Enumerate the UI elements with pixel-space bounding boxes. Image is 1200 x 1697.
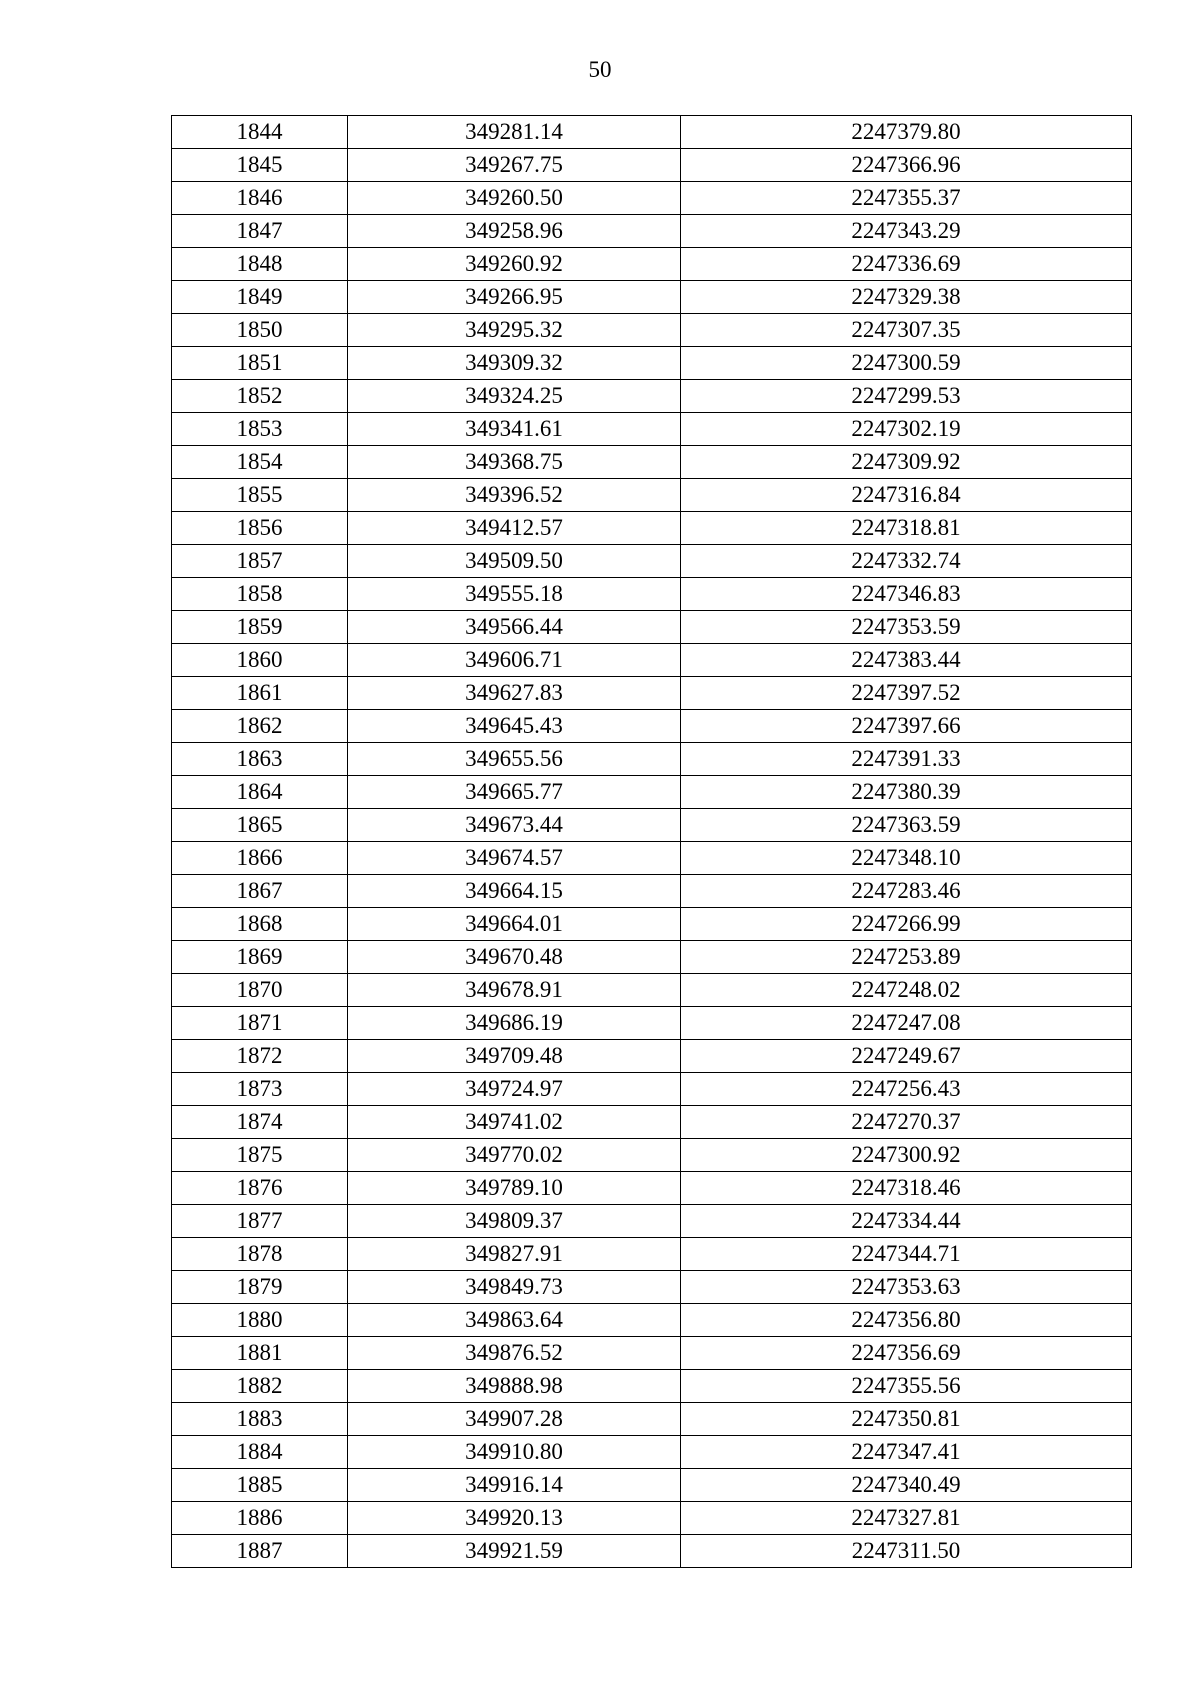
- y-coordinate-cell: 2247249.67: [681, 1040, 1132, 1073]
- point-number-cell: 1862: [172, 710, 348, 743]
- y-coordinate-cell: 2247383.44: [681, 644, 1132, 677]
- point-number-cell: 1851: [172, 347, 348, 380]
- y-coordinate-cell: 2247366.96: [681, 149, 1132, 182]
- x-coordinate-cell: 349827.91: [348, 1238, 681, 1271]
- table-row: [172, 545, 1132, 578]
- y-coordinate-cell: 2247327.81: [681, 1502, 1132, 1535]
- y-coordinate-cell: 2247270.37: [681, 1106, 1132, 1139]
- x-coordinate-cell: 349724.97: [348, 1073, 681, 1106]
- table-row: [172, 941, 1132, 974]
- table-row: [172, 1007, 1132, 1040]
- table-row: [172, 380, 1132, 413]
- x-coordinate-cell: 349920.13: [348, 1502, 681, 1535]
- page-number: 50: [588, 57, 612, 82]
- point-number-cell: 1867: [172, 875, 348, 908]
- coordinate-table: [171, 115, 1132, 1568]
- table-row: [172, 512, 1132, 545]
- y-coordinate-cell: 2247300.92: [681, 1139, 1132, 1172]
- table-row: [172, 974, 1132, 1007]
- x-coordinate-cell: 349555.18: [348, 578, 681, 611]
- table-row: [172, 1436, 1132, 1469]
- y-coordinate-cell: 2247397.66: [681, 710, 1132, 743]
- table-row: [172, 875, 1132, 908]
- y-coordinate-cell: 2247300.59: [681, 347, 1132, 380]
- table-row: [172, 842, 1132, 875]
- table-row: [172, 644, 1132, 677]
- point-number-cell: 1857: [172, 545, 348, 578]
- y-coordinate-cell: 2247307.35: [681, 314, 1132, 347]
- table-row: [172, 776, 1132, 809]
- x-coordinate-cell: 349295.32: [348, 314, 681, 347]
- x-coordinate-cell: 349670.48: [348, 941, 681, 974]
- y-coordinate-cell: 2247397.52: [681, 677, 1132, 710]
- table-row: [172, 1370, 1132, 1403]
- x-coordinate-cell: 349627.83: [348, 677, 681, 710]
- point-number-cell: 1866: [172, 842, 348, 875]
- x-coordinate-cell: 349849.73: [348, 1271, 681, 1304]
- y-coordinate-cell: 2247318.46: [681, 1172, 1132, 1205]
- point-number-cell: 1860: [172, 644, 348, 677]
- table-row: [172, 1403, 1132, 1436]
- x-coordinate-cell: 349741.02: [348, 1106, 681, 1139]
- table-row: [172, 1172, 1132, 1205]
- table-row: [172, 182, 1132, 215]
- y-coordinate-cell: 2247248.02: [681, 974, 1132, 1007]
- table-row: [172, 1304, 1132, 1337]
- x-coordinate-cell: 349888.98: [348, 1370, 681, 1403]
- y-coordinate-cell: 2247299.53: [681, 380, 1132, 413]
- table-row: [172, 446, 1132, 479]
- table-row: [172, 611, 1132, 644]
- x-coordinate-cell: 349266.95: [348, 281, 681, 314]
- table-row: [172, 677, 1132, 710]
- point-number-cell: 1853: [172, 413, 348, 446]
- point-number-cell: 1882: [172, 1370, 348, 1403]
- table-row: [172, 908, 1132, 941]
- x-coordinate-cell: 349910.80: [348, 1436, 681, 1469]
- point-number-cell: 1876: [172, 1172, 348, 1205]
- y-coordinate-cell: 2247253.89: [681, 941, 1132, 974]
- x-coordinate-cell: 349566.44: [348, 611, 681, 644]
- point-number-cell: 1868: [172, 908, 348, 941]
- point-number-cell: 1852: [172, 380, 348, 413]
- y-coordinate-cell: 2247356.80: [681, 1304, 1132, 1337]
- point-number-cell: 1880: [172, 1304, 348, 1337]
- x-coordinate-cell: 349368.75: [348, 446, 681, 479]
- point-number-cell: 1871: [172, 1007, 348, 1040]
- x-coordinate-cell: 349863.64: [348, 1304, 681, 1337]
- table-row: [172, 413, 1132, 446]
- y-coordinate-cell: 2247332.74: [681, 545, 1132, 578]
- y-coordinate-cell: 2247355.56: [681, 1370, 1132, 1403]
- point-number-cell: 1846: [172, 182, 348, 215]
- point-number-cell: 1845: [172, 149, 348, 182]
- table-row: [172, 578, 1132, 611]
- point-number-cell: 1859: [172, 611, 348, 644]
- point-number-cell: 1887: [172, 1535, 348, 1568]
- y-coordinate-cell: 2247380.39: [681, 776, 1132, 809]
- point-number-cell: 1861: [172, 677, 348, 710]
- y-coordinate-cell: 2247329.38: [681, 281, 1132, 314]
- point-number-cell: 1858: [172, 578, 348, 611]
- x-coordinate-cell: 349907.28: [348, 1403, 681, 1436]
- x-coordinate-cell: 349309.32: [348, 347, 681, 380]
- x-coordinate-cell: 349809.37: [348, 1205, 681, 1238]
- x-coordinate-cell: 349916.14: [348, 1469, 681, 1502]
- y-coordinate-cell: 2247344.71: [681, 1238, 1132, 1271]
- x-coordinate-cell: 349655.56: [348, 743, 681, 776]
- table-row: [172, 1238, 1132, 1271]
- x-coordinate-cell: 349921.59: [348, 1535, 681, 1568]
- table-row: [172, 116, 1132, 149]
- x-coordinate-cell: 349281.14: [348, 116, 681, 149]
- table-row: [172, 1205, 1132, 1238]
- x-coordinate-cell: 349341.61: [348, 413, 681, 446]
- x-coordinate-cell: 349665.77: [348, 776, 681, 809]
- x-coordinate-cell: 349606.71: [348, 644, 681, 677]
- point-number-cell: 1872: [172, 1040, 348, 1073]
- x-coordinate-cell: 349267.75: [348, 149, 681, 182]
- y-coordinate-cell: 2247311.50: [681, 1535, 1132, 1568]
- table-row: [172, 1139, 1132, 1172]
- y-coordinate-cell: 2247334.44: [681, 1205, 1132, 1238]
- point-number-cell: 1865: [172, 809, 348, 842]
- point-number-cell: 1850: [172, 314, 348, 347]
- point-number-cell: 1886: [172, 1502, 348, 1535]
- point-number-cell: 1869: [172, 941, 348, 974]
- point-number-cell: 1848: [172, 248, 348, 281]
- point-number-cell: 1847: [172, 215, 348, 248]
- y-coordinate-cell: 2247343.29: [681, 215, 1132, 248]
- x-coordinate-cell: 349789.10: [348, 1172, 681, 1205]
- x-coordinate-cell: 349260.92: [348, 248, 681, 281]
- x-coordinate-cell: 349686.19: [348, 1007, 681, 1040]
- point-number-cell: 1874: [172, 1106, 348, 1139]
- y-coordinate-cell: 2247356.69: [681, 1337, 1132, 1370]
- x-coordinate-cell: 349324.25: [348, 380, 681, 413]
- x-coordinate-cell: 349396.52: [348, 479, 681, 512]
- point-number-cell: 1854: [172, 446, 348, 479]
- y-coordinate-cell: 2247309.92: [681, 446, 1132, 479]
- x-coordinate-cell: 349258.96: [348, 215, 681, 248]
- y-coordinate-cell: 2247318.81: [681, 512, 1132, 545]
- y-coordinate-cell: 2247247.08: [681, 1007, 1132, 1040]
- point-number-cell: 1863: [172, 743, 348, 776]
- y-coordinate-cell: 2247346.83: [681, 578, 1132, 611]
- y-coordinate-cell: 2247348.10: [681, 842, 1132, 875]
- table-row: [172, 809, 1132, 842]
- y-coordinate-cell: 2247350.81: [681, 1403, 1132, 1436]
- point-number-cell: 1881: [172, 1337, 348, 1370]
- point-number-cell: 1877: [172, 1205, 348, 1238]
- x-coordinate-cell: 349674.57: [348, 842, 681, 875]
- y-coordinate-cell: 2247353.63: [681, 1271, 1132, 1304]
- point-number-cell: 1864: [172, 776, 348, 809]
- y-coordinate-cell: 2247355.37: [681, 182, 1132, 215]
- x-coordinate-cell: 349509.50: [348, 545, 681, 578]
- x-coordinate-cell: 349412.57: [348, 512, 681, 545]
- table-row: [172, 248, 1132, 281]
- point-number-cell: 1873: [172, 1073, 348, 1106]
- x-coordinate-cell: 349876.52: [348, 1337, 681, 1370]
- table-row: [172, 281, 1132, 314]
- y-coordinate-cell: 2247316.84: [681, 479, 1132, 512]
- y-coordinate-cell: 2247347.41: [681, 1436, 1132, 1469]
- point-number-cell: 1875: [172, 1139, 348, 1172]
- table-row: [172, 1337, 1132, 1370]
- x-coordinate-cell: 349664.15: [348, 875, 681, 908]
- y-coordinate-cell: 2247266.99: [681, 908, 1132, 941]
- x-coordinate-cell: 349709.48: [348, 1040, 681, 1073]
- x-coordinate-cell: 349770.02: [348, 1139, 681, 1172]
- x-coordinate-cell: 349260.50: [348, 182, 681, 215]
- table-row: [172, 1073, 1132, 1106]
- point-number-cell: 1855: [172, 479, 348, 512]
- table-row: [172, 710, 1132, 743]
- x-coordinate-cell: 349678.91: [348, 974, 681, 1007]
- y-coordinate-cell: 2247353.59: [681, 611, 1132, 644]
- table-row: [172, 215, 1132, 248]
- point-number-cell: 1879: [172, 1271, 348, 1304]
- x-coordinate-cell: 349673.44: [348, 809, 681, 842]
- point-number-cell: 1883: [172, 1403, 348, 1436]
- y-coordinate-cell: 2247256.43: [681, 1073, 1132, 1106]
- table-row: [172, 1271, 1132, 1304]
- y-coordinate-cell: 2247283.46: [681, 875, 1132, 908]
- table-row: [172, 1535, 1132, 1568]
- x-coordinate-cell: 349645.43: [348, 710, 681, 743]
- point-number-cell: 1884: [172, 1436, 348, 1469]
- coordinate-table-body: [172, 116, 1132, 1568]
- table-row: [172, 347, 1132, 380]
- y-coordinate-cell: 2247363.59: [681, 809, 1132, 842]
- point-number-cell: 1870: [172, 974, 348, 1007]
- table-row: [172, 479, 1132, 512]
- table-row: [172, 1106, 1132, 1139]
- point-number-cell: 1878: [172, 1238, 348, 1271]
- x-coordinate-cell: 349664.01: [348, 908, 681, 941]
- table-row: [172, 743, 1132, 776]
- point-number-cell: 1885: [172, 1469, 348, 1502]
- point-number-cell: 1849: [172, 281, 348, 314]
- table-row: [172, 1040, 1132, 1073]
- y-coordinate-cell: 2247336.69: [681, 248, 1132, 281]
- y-coordinate-cell: 2247302.19: [681, 413, 1132, 446]
- y-coordinate-cell: 2247340.49: [681, 1469, 1132, 1502]
- point-number-cell: 1844: [172, 116, 348, 149]
- y-coordinate-cell: 2247379.80: [681, 116, 1132, 149]
- table-row: [172, 149, 1132, 182]
- table-row: [172, 1469, 1132, 1502]
- point-number-cell: 1856: [172, 512, 348, 545]
- table-row: [172, 314, 1132, 347]
- y-coordinate-cell: 2247391.33: [681, 743, 1132, 776]
- table-row: [172, 1502, 1132, 1535]
